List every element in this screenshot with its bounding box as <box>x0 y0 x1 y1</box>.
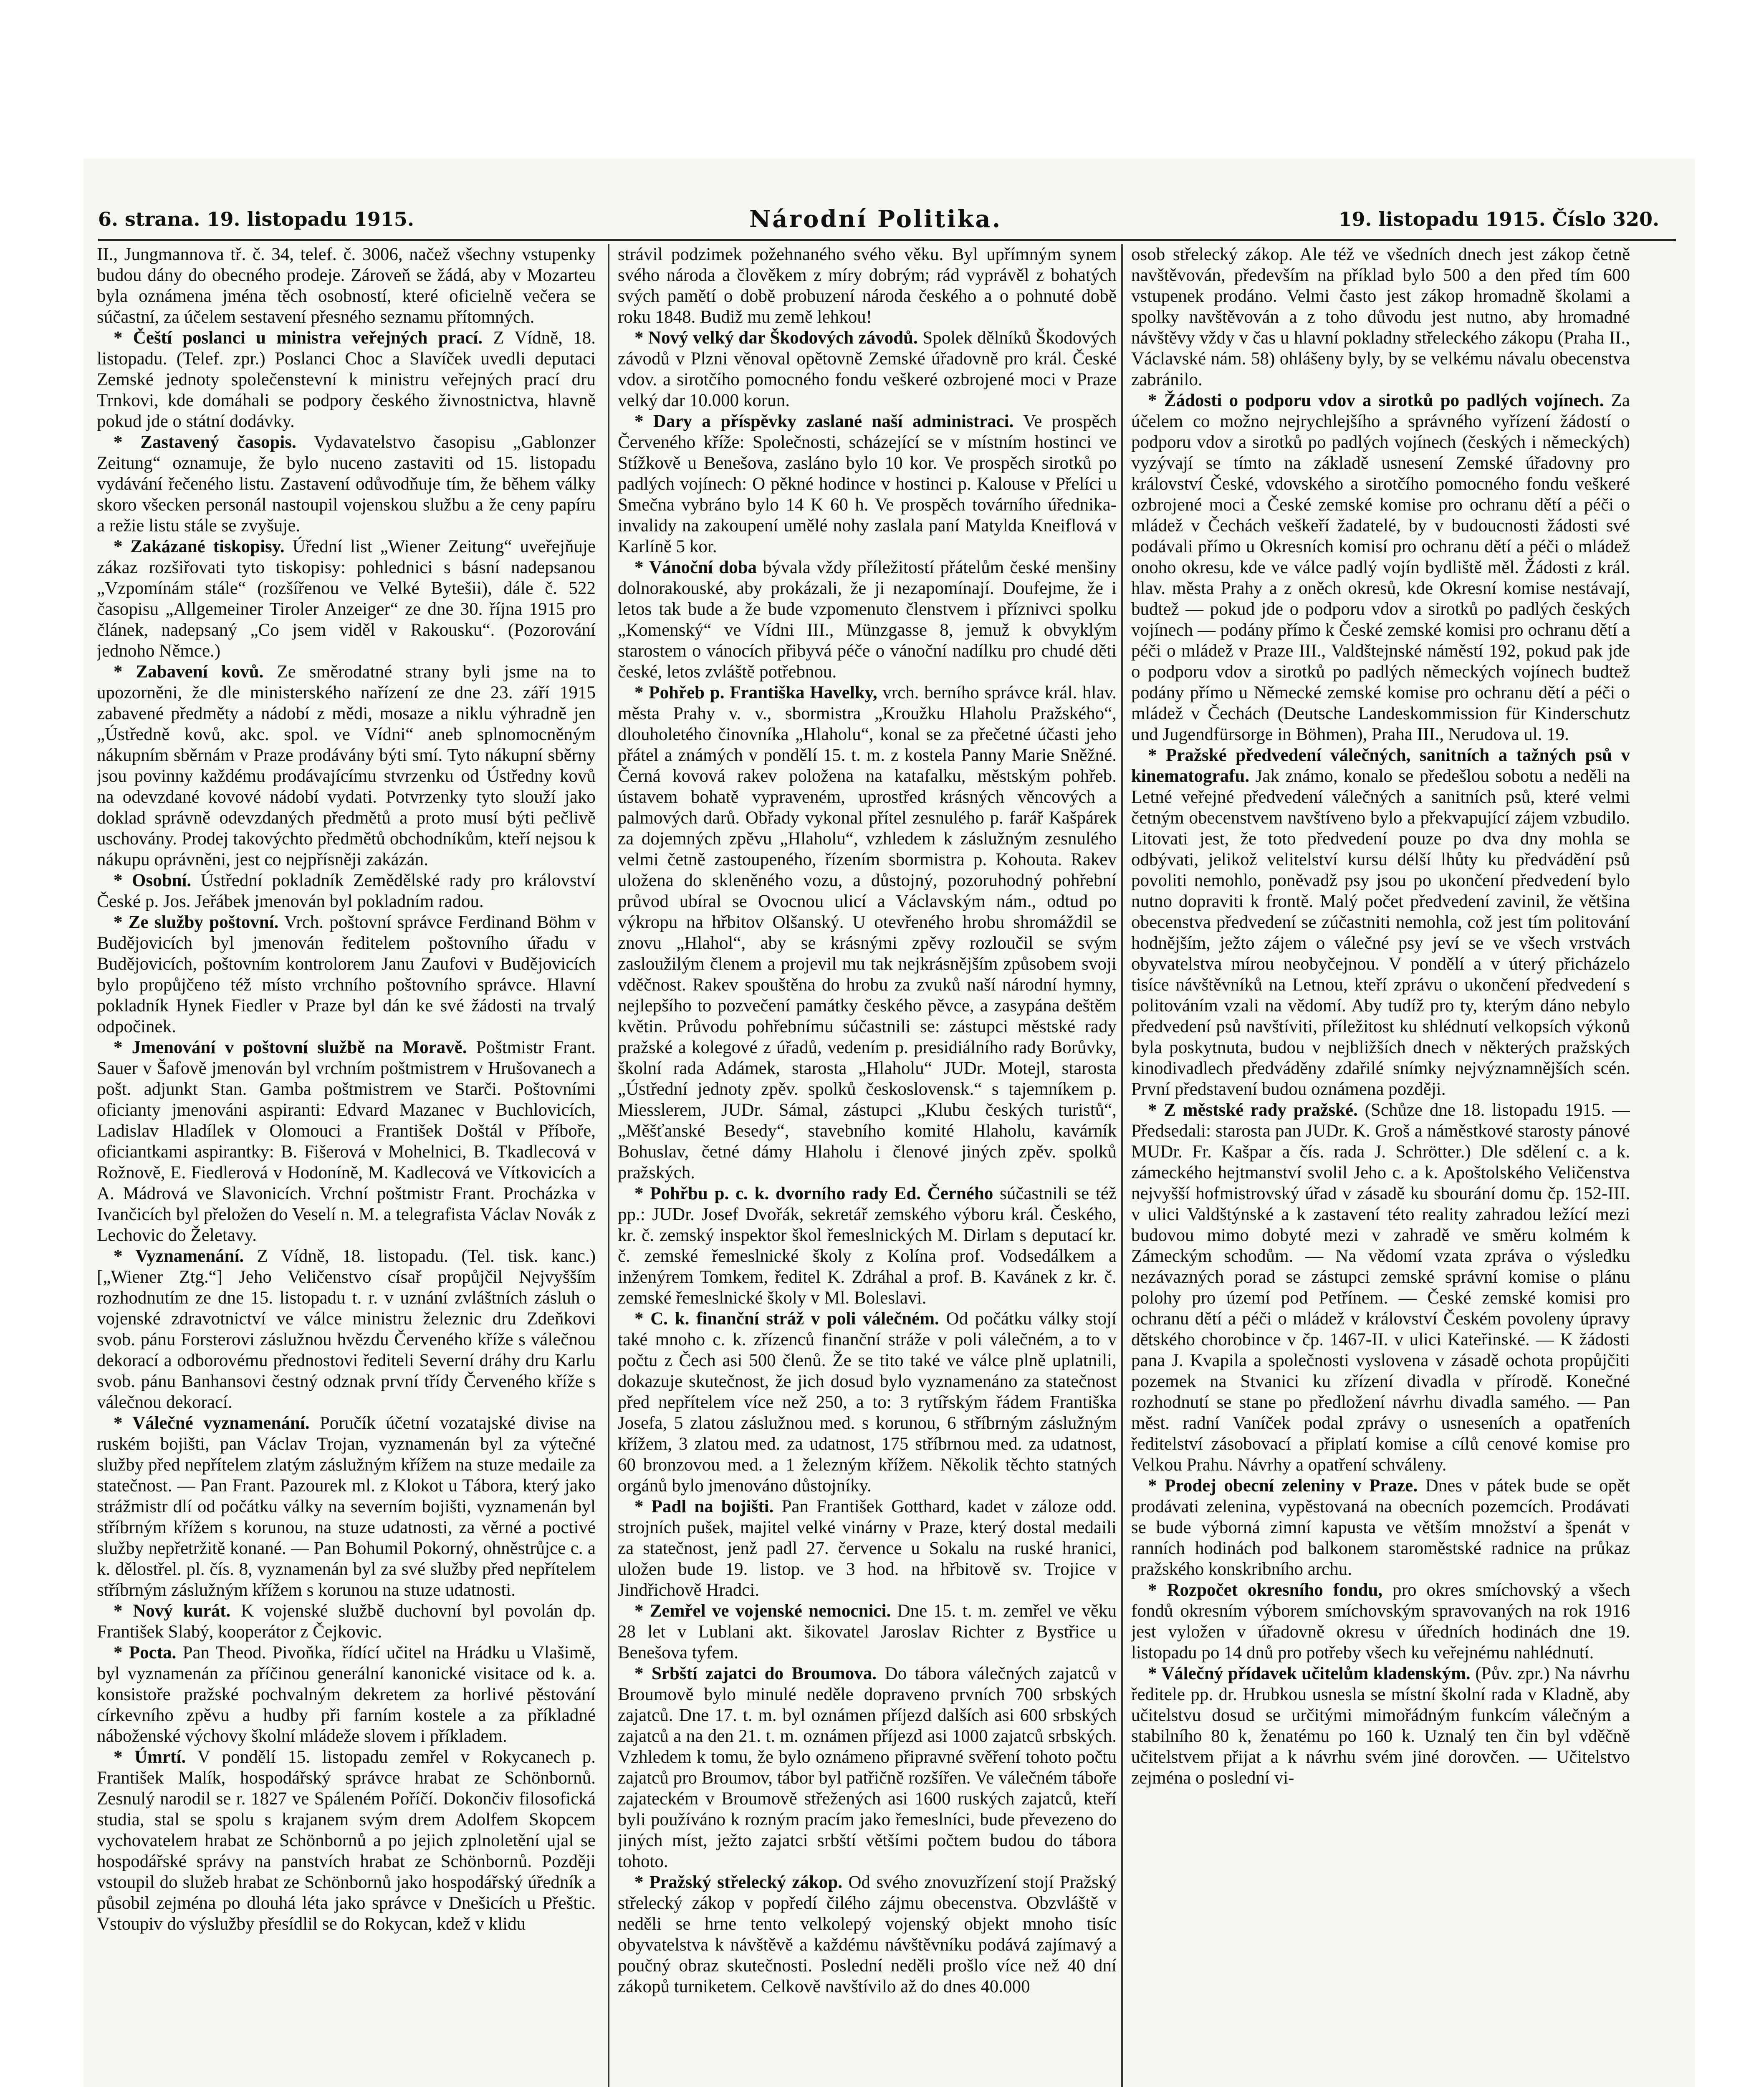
article-paragraph <box>618 1309 1117 1496</box>
article-heading: * Pohřeb p. Františka Havelky, <box>634 683 877 702</box>
article-heading: * Žádosti o podporu vdov a sirotků po padlých vojínech. <box>1148 391 1604 410</box>
article-paragraph <box>1131 1476 1630 1580</box>
article-body: pro okres smíchovský a všech fondů okresním výborem smíchovským spravovaných na rok 1916 jest vyložen v úřadovně okresu v úředních hodinách dne 19. listopadu po 14 dnů pro potřeby všech ku veřejnému nahlédnutí. <box>1131 1580 1630 1663</box>
article-heading: * Pohřbu p. c. k. dvorního rady Ed. Černého <box>634 1184 993 1203</box>
article-heading: * Čeští poslanci u ministra veřejných prací. <box>114 328 483 348</box>
article-body: V pondělí 15. listopadu zemřel v Rokycanech p. František Malík, hospodářský správce hrabat ze Schönbornů. Zesnulý narodil se r. 1827 ve Spáleném Poříčí. Dokončiv filosofická studia, stal se spolu s krajanem svým drem Adolfem Skopcem vychovatelem hrabat ze Schönbornů a po jejich zplnoletění ujal se hospodářské správy na panstvích hrabat ze Schönbornů. Později vstoupil do služeb hrabat ze Schönbornů jako hospodářský úředník a působil zejména po dlouhá léta jako správce v Dnešicích u Přeštic. Vstoupiv do výslužby přesídlil se do Rokycan, kdež v klidu <box>97 1747 596 1934</box>
article-heading: * Zabavení kovů. <box>114 662 264 682</box>
article-heading: * Zastavený časopis. <box>114 432 296 452</box>
article-paragraph <box>618 244 1117 328</box>
article-heading: * Osobní. <box>114 871 192 890</box>
article-heading: * Z městské rady pražské. <box>1148 1100 1358 1120</box>
article-heading: * Zemřel ve vojenské nemocnici. <box>634 1601 891 1621</box>
article-heading: * Zakázané tiskopisy. <box>114 537 285 556</box>
article-heading: * Rozpočet okresního fondu, <box>1148 1580 1383 1600</box>
article-paragraph <box>618 411 1117 557</box>
article-paragraph <box>97 1601 596 1642</box>
article-heading: * Nový kurát. <box>114 1601 231 1621</box>
article-heading: * Jmenování v poštovní službě na Moravě. <box>114 1038 467 1057</box>
article-body: (Schůze dne 18. listopadu 1915. — Předsedali: starosta pan JUDr. K. Groš a náměstkové starosty pánové MUDr. Fr. Kašpar a čís. rada J. Schrötter.) Dle sdělení c. a k. zámeckého hejtmanství svolil Jeho c. a k. Apoštolského Veličenstva nejvyšší hofmistrovský úřad v zásadě ku sbourání domu čp. 152-III. v ulici Valdštýnské a k zastavení této reality zahradou ležící mezi budovou mimo dobyté mezi v zahradě ve směru kolmém k Zámeckým schodům. — Na vědomí vzata zpráva o výsledku nezávazných porad se zástupci zemské správní komise o plánu polohy pro území pod Petřínem. — České zemské komisi pro ochranu dětí a péči o mládež v království Českém povoleny úpravy dětského chorobince v čp. 1467-II. v ulici Kateřinské. — K žádosti pana J. Kvapila a společnosti vyslovena v zásadě ochota propůjčiti pozemek na Stvanici ku zřízení divadla v přírodě. Konečné rozhodnutí se stane po předložení návrhu divadla samého. — Pan měst. radní Vaníček podal zprávy o usneseních a opatřeních ředitelství zásobovací a připlatí komise a cílů cenové komise pro Velkou Prahu. Návrhy a opatření schváleny. <box>1131 1100 1630 1475</box>
article-body: strávil podzimek požehnaného svého věku. Byl upřímným synem svého národa a člověkem z míry dobrým; rád vyprávěl z bohatých svých pamětí o době probuzení národa českého a o pohnuté době roku 1848. Budiž mu země lehkou! <box>618 245 1117 327</box>
article-body: osob střelecký zákop. Ale též ve všedních dnech jest zákop četně navštěvován, především na příklad bylo 500 a den před tím 600 vstupenek prodáno. Velmi často jest zákop hromadně školami a spolky navštěvován a z toho důvodu jest nutno, aby hromadné návštěvy vždy v čas u hlavní pokladny střeleckého zákopu (Praha II., Václavské nám. 58) ohlášeny byly, by se velkému návalu obecenstva zabránilo. <box>1131 245 1630 389</box>
article-body: Z Vídně, 18. listopadu. (Telef. zpr.) Poslanci Choc a Slavíček uvedli deputaci Zemské jednoty společenstevní k ministru veřejných prací dru Trnkovi, kde domáhali se podpory českého živnostnictva, hlavně pokud jde o státní dodávky. <box>97 328 596 431</box>
masthead-title: Národní Politika. <box>749 205 1002 233</box>
article-paragraph <box>1131 1580 1630 1663</box>
article-heading: * Válečný přídavek učitelům kladenským. <box>1148 1664 1471 1683</box>
article-body: Ze směrodatné strany byli jsme na to upozorněni, že dle ministerského nařízení ze dne 23. září 1915 zabavené předměty a nádobí z mědi, mosaze a niklu výhradně jen „Ústředně kovů, akc. spol. ve Vídni“ aneb splnomocněným nákupním sběrnám v Praze prodávány býti smí. Tyto nákupní sběrny jsou povinny každému prodávajícímu stvrzenku od Ústředny kovů na odevzdané kovové nádobí vydati. Potvrzenky tyto slouží jako doklad správně odevzdaných předmětů a proto musí býti pečlivě uschovány. Prodej takovýchto předmětů obchodníkům, kteří nejsou k nákupu oprávněni, jest co nejpřísněji zakázán. <box>97 662 596 869</box>
article-paragraph <box>97 244 596 328</box>
article-paragraph <box>618 1663 1117 1872</box>
article-heading: * Padl na bojišti. <box>634 1497 774 1516</box>
article-heading: * C. k. finanční stráž v poli válečném. <box>634 1309 939 1329</box>
article-paragraph <box>97 1246 596 1413</box>
article-heading: * Srbští zajatci do Broumova. <box>634 1664 877 1683</box>
article-heading: * Ze služby poštovní. <box>114 912 279 932</box>
article-paragraph <box>1131 390 1630 745</box>
article-body: Jak známo, konalo se předešlou sobotu a neděli na Letné veřejné předvedení válečných a sanitních psů, které velmi četným obecenstvem navštíveno bylo a překvapující zájem vzbudilo. Litovati jest, že toto předvedení pouze po dva dny mohla se odbývati, jelikož velitelství kursu délší lhůty ku předvádění psů povoliti nemohlo, poněvadž psy jsou po ukončení předvedení bylo nutno dopraviti k frontě. Malý počet předvedení zavinil, že většina obecenstva předvedení se zúčastniti nemohla, což jest tím politování hodnějším, ježto zájem o válečné psy jeví se ve všech vrstvách obyvatelstva mírou neobyčejnou. V pondělí a v úterý přicházelo tisíce návštěvníků na Letnou, kteří zprávu o ukončení předvedení s politováním vzali na vědomí. Aby tudíž pro ty, kterým dáno nebylo předvedení psů navštíviti, příležitost ku shlédnutí velkopsích výkonů byla poskytnuta, budou v nejbližších dnech v některých pražských kinodivadlech předváděny zdařilé snímky nejvýznamnějších scén. První představení budou oznámena později. <box>1131 766 1630 1099</box>
article-paragraph <box>97 328 596 432</box>
header-date-left: 6. strana. 19. listopadu 1915. <box>98 208 414 230</box>
article-paragraph <box>618 1496 1117 1601</box>
article-body: Spolek dělníků Škodových závodů v Plzni věnoval opětovně Zemské úřadovně pro král. České vdov. a sirotčího pomocného fondu veškeré ozbrojené moci v Praze velký dar 10.000 korun. <box>618 328 1117 410</box>
article-heading: * Dary a příspěvky zaslané naší administraci. <box>634 412 1014 431</box>
column-divider-1 <box>608 244 609 2087</box>
article-body: súčastnili se též pp.: JUDr. Josef Dvořák, sekretář zemského výboru král. Českého, kr. č. zemský inspektor škol řemeslnických M. Dirlam s deputací kr. č. zemské řemeslnické školy z Kolína prof. Vodsedálkem a inženýrem Tomkem, ředitel K. Zdráhal a prof. B. Kavánek z kr. č. zemské řemeslnické školy v Ml. Boleslavi. <box>618 1184 1117 1308</box>
article-body: Od počátku války stojí také mnoho c. k. zřízenců finanční stráže v poli válečném, a to v počtu z Čech asi 500 členů. Že se tito také ve válce plně uplatnili, dokazuje skutečnost, že jich dosud bylo vyznamenáno za statečnost před nepřítelem více než 250, a to: 3 rytířským řádem Františka Josefa, 5 zlatou záslužnou med. s korunou, 6 stříbrným záslužným křížem, 3 zlatou med. za udatnost, 175 stříbrnou med. za udatnost, 60 bronzovou med. a 1 železným křížem. Několik těchto statných orgánů bylo jmenováno důstojníky. <box>618 1309 1117 1496</box>
article-body: K vojenské službě duchovní byl povolán dp. František Slabý, kooperátor z Čejkovic. <box>97 1601 596 1642</box>
article-paragraph <box>618 328 1117 411</box>
article-paragraph <box>1131 745 1630 1100</box>
page-header <box>98 205 1676 241</box>
article-heading: * Vánoční doba <box>634 558 757 577</box>
article-paragraph <box>618 1872 1117 1997</box>
article-paragraph <box>618 682 1117 1183</box>
article-body: Ve prospěch Červeného kříže: Společnosti, scházející se v místním hostinci ve Stížkově u Benešova, zasláno bylo 10 kor. Ve prospěch sirotků po padlých vojínech: O pěkné hodince v hostinci p. Kalouse v Přelíci u Smečna vybráno bylo 14 K 60 h. Ve prospěch továrního úřednika-invalidy na zakoupení umělé nohy zaslala paní Matylda Kneiflová v Karlíně 5 kor. <box>618 412 1117 556</box>
article-paragraph <box>97 870 596 912</box>
article-heading: * Pražské předvedení válečných, sanitních a tažných psů v kinematografu. <box>1131 745 1630 786</box>
article-paragraph <box>618 1601 1117 1663</box>
column-1 <box>97 244 596 2087</box>
article-body: Pan Theod. Pivoňka, řídící učitel na Hrádku u Vlašimě, byl vyznamenán za příčinou generální kanonické visitace od k. a. konsistoře pražské pochvalným dekretem za horlivé pěstování církevního zpěvu a hudby při farním kostele a za příkladné náboženské výchovy školní mládeže slovem i příkladem. <box>97 1643 596 1746</box>
article-paragraph <box>97 432 596 536</box>
column-divider-2 <box>1121 244 1123 2087</box>
article-body: Od svého znovuzřízení stojí Pražský střelecký zákop v popředí čilého zájmu obecenstva. Obzvláště v neděli se hrne tento velkolepý vojenský objekt mnoho tisíc obyvatelstva k návštěvě a každému návštěvníku podává zajímavý a poučný obraz skutečnosti. Poslední neděli prošlo více než 40 dní zákopů turniketem. Celkově navštívilo až do dnes 40.000 <box>618 1872 1117 1996</box>
article-body: Dne 15. t. m. zemřel ve věku 28 let v Lublani akt. šikovatel Jaroslav Richter z Bystřice u Benešova tyfem. <box>618 1601 1117 1663</box>
article-heading: * Nový velký dar Škodových závodů. <box>634 328 918 348</box>
article-body: vrch. berního správce král. hlav. města Prahy v. v., sbormistra „Kroužku Hlaholu Pražského“, dlouholetého činovníka „Hlaholu“, konal se za přečetné účasti jeho přátel a známých v pondělí 15. t. m. z kostela Panny Marie Sněžné. Černá kovová rakev položena na katafalku, městským pohřeb. ústavem bohatě vypraveném, uprostřed krásných věncových a palmových darů. Obřady vykonal přítel zesnulého p. farář Kašpárek za dojemných zpěvu „Hlaholu“, vzhledem k záslužným zesnulého velmi četně zastoupeného, řízením sbormistra p. Kohouta. Rakev uložena do skleněného vozu, a důstojný, pozoruhodný pohřební průvod ubíral se Ovocnou ulicí a Václavským nám., odtud po výkropu na hřbitov Olšanský. U otevřeného hrobu shromáždil se znovu „Hlahol“, aby se krásnými zpěvy rozloučil se svým zasloužilým členem a projevil mu tak nejkrásnějším způsobem svoji vděčnost. Rakev spouštěna do hrobu za zvuků naší národní hymny, nejlepšího to pozvečení památky českého pěvce, a zasypána deštěm květin. Průvodu pohřebnímu súčastnili se: zástupci městské rady pražské a kolegové z úřadů, vedením p. presidiálního rady Borůvky, školní rada Adámek, starosta „Hlaholu“ JUDr. Motejl, starosta „Ústřední jednoty zpěv. spolků československ.“ s tajemníkem p. Miesslerem, JUDr. Sámal, zástupci „Klubu českých turistů“, „Měšťanské Besedy“, stavebního komité Hlaholu, kavárník Bohuslav, četné dámy Hlaholu i členové jiných zpěv. spolků pražských. <box>618 683 1117 1182</box>
article-heading: * Vyznamenání. <box>114 1246 244 1266</box>
article-heading: * Úmrtí. <box>114 1747 186 1767</box>
article-body: Ústřední pokladník Zemědělské rady pro království České p. Jos. Jeřábek jmenován byl pokladním radou. <box>97 871 596 911</box>
article-paragraph <box>97 1413 596 1601</box>
article-body: Do tábora válečných zajatců v Broumově bylo minulé neděle dopraveno prvních 700 srbských zajatců. Dne 17. t. m. byl oznámen příjezd dalších asi 600 srbských zajatců a na den 21. t. m. oznámen příjezd asi 1000 zajatců srbských. Vzhledem k tomu, že bylo oznámeno připravné svěření tohoto počtu zajatců pro Broumov, tábor byl patřičně rozšířen. Ve válečném táboře zajateckém v Broumově střežených asi 1600 ruských zajatců, kteří byli používáno k rozným pracím jako řemeslníci, bude převezeno do jiných míst, ježto zajatci srbští většími počtem budou do tábora tohoto. <box>618 1664 1117 1871</box>
article-body: Vydavatelstvo časopisu „Gablonzer Zeitung“ oznamuje, že bylo nuceno zastaviti od 15. listopadu vydávání řečeného listu. Zastavení odůvodňuje tím, že během války skoro všecken personál nastoupil vojenskou službu a že ceny papíru a režie listu stále se zvyšuje. <box>97 432 596 536</box>
article-paragraph <box>97 1037 596 1246</box>
header-issue-right: 19. listopadu 1915. Číslo 320. <box>1338 208 1659 230</box>
article-paragraph <box>618 1183 1117 1309</box>
article-heading: * Pocta. <box>114 1643 177 1663</box>
article-paragraph <box>1131 1663 1630 1789</box>
article-paragraph <box>618 557 1117 682</box>
article-body: Za účelem co možno nejrychlejšího a správného vyřízení žádostí o podporu vdov a sirotků po padlých vojínech (českých i německých) vyzývají se tímto na základě usnesení Zemské úřadovny pro království České, vdovského a sirotčího pomocného fondu veškeré ozbrojené moci a České zemské komise pro ochranu dětí a péči o mládež v Čechách veškeří žadatelé, by v budoucnosti žádosti své podávali přímo u Okresních komisí pro ochranu dětí a péči o mládež onoho okresu, kde ve válce padlý vojín bydliště měl. Žádosti z král. hlav. města Prahy a z oněch okresů, kde Okresní komise nestávají, budtež — pokud jde o podporu vdov a sirotků po padlých českých vojínech — podány přímo k České zemské komisi pro ochranu dětí a péči o mládež v Praze III., Valdštejnské náměstí 192, pokud pak jde o podporu vdov a sirotků po padlých německých vojínech budtež podány přímo u Německé zemské komise pro ochranu dětí a péči o mládež v Čechách (Deutsche Landeskommission für Kinderschutz und Jugendfürsorge in Böhmen), Praha III., Nerudova ul. 19. <box>1131 391 1630 744</box>
column-3 <box>1131 244 1630 2087</box>
article-body: (Pův. zpr.) Na návrhu ředitele pp. dr. Hrubkou usnesla se místní školní rada v Kladně, aby učitelstvu dosud se určitými mimořádným funkcím válečným a stabilního 80 k, ženatému po 160 k. Uznalý ten čin byl vděčně učitelstvem přijat a k návrhu svém jiné dorovčen. — Učitelstvo zejména o poslední vi- <box>1131 1664 1630 1788</box>
article-paragraph <box>97 1747 596 1935</box>
article-paragraph <box>97 1642 596 1747</box>
article-heading: * Prodej obecní zeleniny v Praze. <box>1148 1476 1418 1496</box>
article-heading: * Pražský střelecký zákop. <box>634 1872 843 1892</box>
article-body: Pan František Gotthard, kadet v záloze odd. strojních pušek, majitel velké vinárny v Praze, který dostal medaili za statečnost, jenž padl 27. července u Sokalu na ruské hranici, uložen bude 19. listop. ve 3 hod. na hřbitově sv. Trojice v Jindřichově Hradci. <box>618 1497 1117 1600</box>
article-body: Úřední list „Wiener Zeitung“ uveřejňuje zákaz rozšiřovati tyto tiskopisy: pohlednici s básní nadepsanou „Vzpomínám stále“ (rozšířenou ve Velké Bytešii), dále č. 522 časopisu „Allgemeiner Tiroler Anzeiger“ ze dne 30. října 1915 pro článek, nadepsaný „Co jsem viděl v Rakousku“. (Pozorování jednoho Němce.) <box>97 537 596 661</box>
article-paragraph <box>97 536 596 662</box>
article-body: Poštmistr Frant. Sauer v Šafově jmenován byl vrchním poštmistrem v Hrušovanech a pošt. adjunkt Stan. Gamba poštmistrem ve Starči. Poštovními oficianty jmenováni aspiranti: Edvard Mazanec v Buchlovicích, Ladislav Hladílek v Olomouci a František Doštál v Příboře, oficiantkami aspirantky: B. Fišerová v Mohelnici, B. Tkadlecová v Rožnově, E. Fiedlerová v Hodoníně, M. Kadlecová ve Vítkovicích a A. Mádrová ve Slavonicích. Vrchní poštmistr Frant. Procházka v Ivančicích byl přeložen do Veselí n. M. a telegrafista Václav Novák z Lechovic do Želetavy. <box>97 1038 596 1245</box>
article-body: Z Vídně, 18. listopadu. (Tel. tisk. kanc.) [„Wiener Ztg.“] Jeho Veličenstvo císař propůjčil Nejvyšším rozhodnutím ze dne 15. listopadu t. r. v uznání zvláštních zásluh o vojenské zdravotnictví ve válce ministru železnic dru Zdeňkovi svob. pánu Forsterovi záslužnou hvězdu Červeného kříže s válečnou dekorací a odborovému přednostovi řediteli Severní dráhy dru Karlu svob. pánu Banhansovi čestný odznak první třídy Červeného kříže s válečnou dekorací. <box>97 1246 596 1412</box>
article-heading: * Válečné vyznamenání. <box>114 1413 310 1433</box>
article-paragraph <box>1131 1100 1630 1476</box>
article-body: bývala vždy příležitostí přátelům české menšiny dolnorakouské, aby prokázali, že ji nezapomínají. Doufejme, že i letos tak bude a že bude vzpomenuto členstvem i příznivci spolku „Komenský“ ve Vídni III., Münzgasse 8, jemuž k obvyklým starostem o vánocích přibyvá péče o vánoční nadílku pro chudé děti české, letos zvláště potřebnou. <box>618 558 1117 682</box>
article-paragraph <box>97 912 596 1037</box>
article-paragraph <box>97 662 596 870</box>
article-body: Poručík účetní vozatajské divise na ruském bojišti, pan Václav Trojan, vyznamenán byl za výtečné služby před nepřítelem zlatým záslužným křížem na stuze medaile za statečnost. — Pan Frant. Pazourek ml. z Klokot u Tábora, který jako strážmistr dlí od počátku války na severním bojišti, vyznamenán byl stříbrným křížem s korunou, na stuze udatnosti, za věrné a poctivé služby nepřetržitě konané. — Pan Bohumil Pokorný, ohněstrůjce c. a k. dělostřel. pl. čís. 8, vyznamenán byl za své služby před nepřítelem stříbrným záslužným křížem s korunou na stuze udatnosti. <box>97 1413 596 1600</box>
article-body: Dnes v pátek bude se opět prodávati zelenina, vypěstovaná na obecních pozemcích. Prodávati se bude výborná zimní kapusta ve větším množství a špenát v ranních hodinách pod balkonem staroměstské radnice na průkaz pražského konskribního archu. <box>1131 1476 1630 1579</box>
column-2 <box>618 244 1117 2087</box>
article-body: II., Jungmannova tř. č. 34, telef. č. 3006, načež všechny vstupenky budou dány do obecného prodeje. Zároveň se žádá, aby v Mozarteu byla oznámena jména těch osobností, které oficielně večera se súčastní, za účelem sestavení přesného seznamu přítomných. <box>97 245 596 327</box>
article-body: Vrch. poštovní správce Ferdinand Böhm v Budějovicích byl jmenován ředitelem poštovního úřadu v Budějovicích, poštovním kontrolorem Janu Zaufovi v Budějovicích bylo propůjčeno též místo vrchního poštovního správce. Hlavní pokladník Hynek Fiedler v Praze byl dán ke své žádosti na trvalý odpočinek. <box>97 912 596 1036</box>
article-paragraph <box>1131 244 1630 390</box>
header-rule <box>98 239 1676 241</box>
